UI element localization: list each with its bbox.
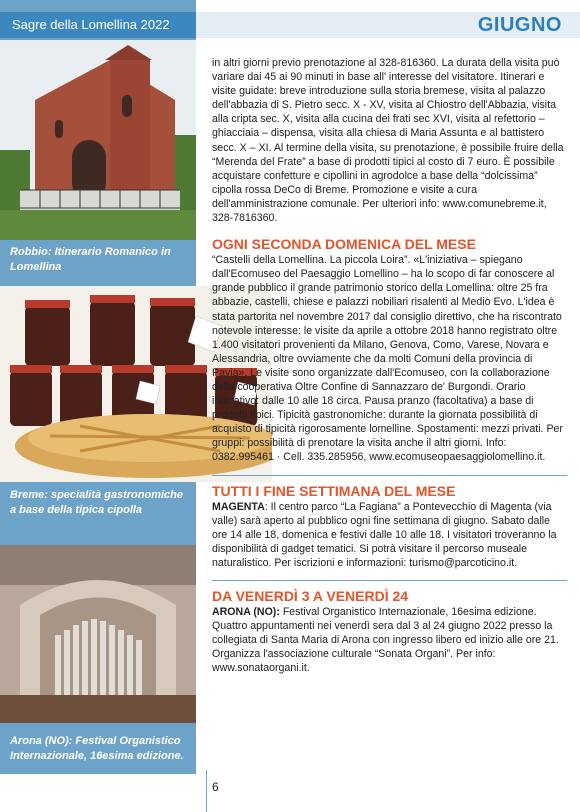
divider-2 bbox=[212, 580, 567, 581]
section-body-2 bbox=[212, 500, 567, 570]
sidebar-title: Sagre della Lomellina 2022 bbox=[0, 12, 196, 38]
page-number: 6 bbox=[212, 780, 219, 794]
section-heading-2: TUTTI I FINE SETTIMANA DEL MESE bbox=[212, 482, 456, 499]
main-content bbox=[212, 56, 567, 675]
caption-photo3: Arona (NO): Festival Organistico Internazionale, 16esima edizione. bbox=[10, 735, 184, 762]
section-body-3 bbox=[212, 605, 567, 675]
intro-paragraph: in altri giorni previo prenotazione al 328-816360. La durata della visita può variare dai 45 ai 90 minuti in base all' interesse del visitatore. Itinerari e visite guidate: breve introduzione sulla storia bremese, visita al palazzo dell'abbazia di S. Pietro secc. X - XV, visita al Chiostro dell'Abbazia, visita alla cripta sec. X, visita alla cucina dei frati sec XVI, visita al refettorio – ghiacciaia – dispensa, visita alla chiesa di Maria Assunta e al battistero secc. X – XI. Al termine della visita, su prenotazione, è possibile fruire della “Merenda del Frate” a base di prodotti tipici al costo di 7 euro. È possibile acquistare confetture e cipollini in agrodolce a base della “dolcissima” cipolla rossa DeCo di Breme. Promozione e visite a cura dell'amministrazione comunale. Per ulteriori info: www.comunebreme.it, 328-7816360. bbox=[212, 57, 564, 225]
section-body-1 bbox=[212, 253, 567, 464]
sidebar-footer-space bbox=[0, 774, 196, 812]
section-heading-1: OGNI SECONDA DOMENICA DEL MESE bbox=[212, 236, 476, 253]
section-lead-2: MAGENTA bbox=[212, 500, 265, 513]
section-lead-3: ARONA (NO): bbox=[212, 606, 280, 618]
section-body-1-text: “Castelli della Lomellina. La piccola Loira”. «L'iniziativa – spiegano dall'Ecomuseo del Paesaggio Lomellino – ha lo scopo di far conoscere al grande pubblico il grande patrimonio storico della Lomellina: oltre 25 fra abbazie, castelli, chiese e palazzi nobiliari risalenti al Medio Evo. L'idea è stata partorita nel novembre 2017 dal consiglio direttivo, che ha riscontrato notevole interesse: le visite da aprile a ottobre 2018 hanno registrato oltre 1.400 visitatori provenienti da Milano, Genova, Como, Varese, Novara e Alessandria, oltre ovviamente che da molti Comuni della provincia di Pavia». Le visite sono organizzate dall'Ecomuseo, con la collaborazione della cooperativa Oltre Confine di Sannazzaro de' Burgondi. Orario indicativo: dalle 10 alle 18 circa. Pausa pranzo (facoltativa) a base di prodotti tipici. Tipicità gastronomiche: durante la giornata possibilità di acquisto di tipicità rigorosamente lomelline. Spostamenti: mezzi privati. Per gruppi: possibilità di prenotare la visita anche il altri giorni. Info: 0382.995461 · Cell. 335.285956, www.ecomuseopaesaggiolomellino.it. bbox=[212, 254, 563, 464]
caption-photo1: Robbio: Itinerario Romanico in Lomellina bbox=[10, 246, 171, 273]
divider-1 bbox=[212, 475, 567, 476]
section-body-2-text: : Il centro parco “La Fagiana” a Pontevecchio di Magenta (via valle) sarà aperto al pubblico ogni fine settimana di giugno. Sabato dalle ore 14 alle 18, domenica e festivi dalle 10 alle 18. I visitatori troveranno la disponibilità di gadget tematici. Si potrà visitare il percorso museale naturalistico. Per iscrizioni e informazioni: turismo@parcoticino.it. bbox=[212, 500, 557, 569]
photo-organ bbox=[0, 545, 196, 723]
photo-church bbox=[0, 40, 196, 240]
month-title: GIUGNO bbox=[477, 14, 562, 36]
section-body-3-text: Festival Organistico Internazionale, 16esima edizione. Quattro appuntamenti nei venerdì sera dal 3 al 24 giugno 2022 presso la collegiata di Santa Maria di Arona con ingresso libero ed inizio alle ore 21. Organizza l'associazione culturale “Sonata Organi”. Per info: www.sonataorgani.it. bbox=[212, 606, 559, 675]
section-heading-3: DA VENERDÌ 3 A VENERDÌ 24 bbox=[212, 588, 409, 604]
footer-rule bbox=[206, 770, 207, 812]
caption-photo2: Breme: specialità gastronomiche a base della tipica cipolla bbox=[10, 489, 184, 516]
